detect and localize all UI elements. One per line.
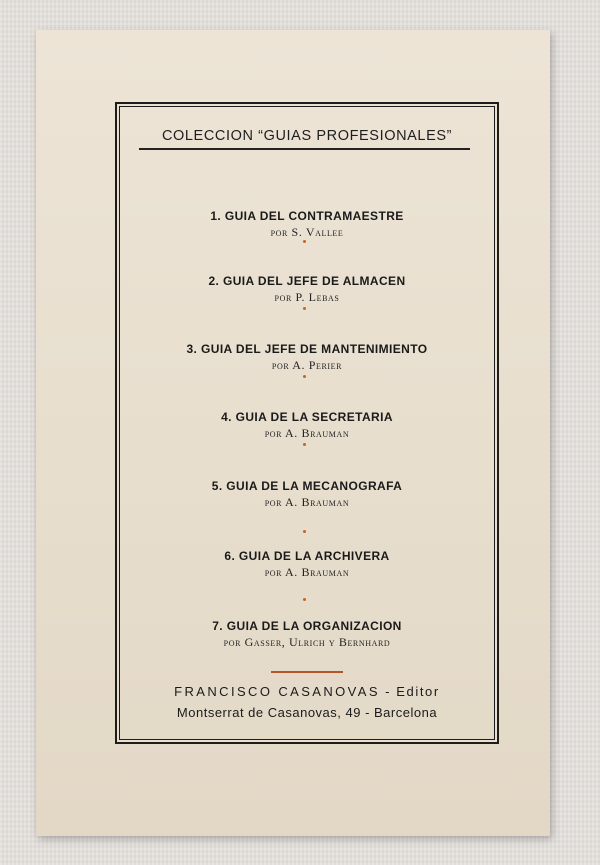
separator-dot	[303, 443, 306, 446]
book-title: 1. GUIA DEL CONTRAMAESTRE	[210, 209, 404, 223]
framed-panel	[115, 102, 499, 744]
separator-dot	[303, 375, 306, 378]
separator-dot	[303, 530, 306, 533]
list-item	[117, 619, 497, 650]
list-item	[117, 410, 497, 441]
publisher-address: Montserrat de Casanovas, 49 - Barcelona	[176, 705, 438, 720]
list-item	[117, 549, 497, 580]
publisher-line	[117, 684, 497, 699]
book-author: por A. Brauman	[264, 565, 350, 579]
list-item	[117, 479, 497, 510]
book-author: por A. Brauman	[264, 426, 350, 440]
book-author: por Gasser, Ulrich y Bernhard	[223, 635, 391, 649]
collection-title: COLECCION “GUIAS PROFESIONALES”	[161, 128, 453, 144]
book-title: 3. GUIA DEL JEFE DE MANTENIMIENTO	[186, 342, 428, 356]
book-author: por A. Perier	[271, 358, 343, 372]
book-back-cover	[36, 30, 550, 836]
book-author: por S. Vallee	[270, 225, 344, 239]
list-item	[117, 209, 497, 240]
book-title: 6. GUIA DE LA ARCHIVERA	[224, 549, 390, 563]
book-title: 7. GUIA DE LA ORGANIZACION	[212, 619, 402, 633]
separator-dot	[303, 307, 306, 310]
separator-dot	[303, 240, 306, 243]
book-title: 5. GUIA DE LA MECANOGRAFA	[211, 479, 403, 493]
book-title: 4. GUIA DE LA SECRETARIA	[221, 410, 393, 424]
book-author: por P. Lebas	[274, 290, 340, 304]
separator-dot	[303, 598, 306, 601]
publisher-role: - Editor	[379, 684, 440, 699]
publisher-name: FRANCISCO CASANOVAS	[174, 684, 380, 699]
list-item	[117, 274, 497, 305]
title-underline	[139, 148, 470, 150]
book-author: por A. Brauman	[264, 495, 350, 509]
list-item	[117, 342, 497, 373]
decorative-rule	[271, 671, 343, 673]
book-title: 2. GUIA DEL JEFE DE ALMACEN	[208, 274, 406, 288]
